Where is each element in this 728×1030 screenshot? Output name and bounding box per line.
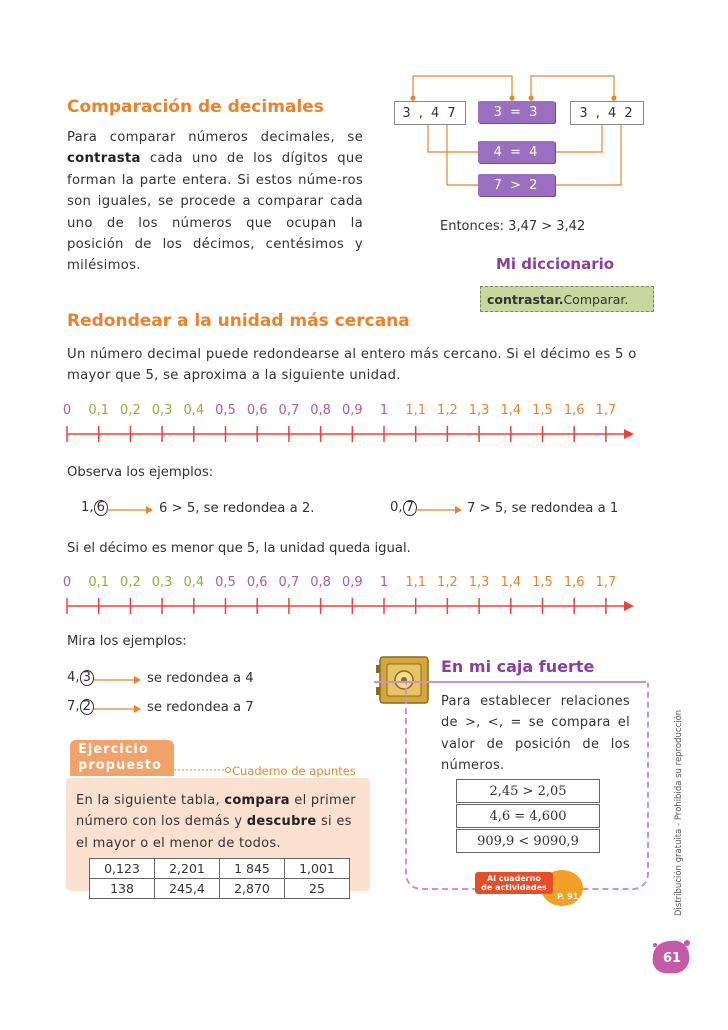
table-cell: 25: [285, 879, 350, 899]
number-line-label: 1,3: [468, 403, 490, 418]
number-line-label: 0,6: [246, 403, 268, 418]
caja-fuerte-title: En mi caja fuerte: [441, 657, 595, 676]
number-b-box: 3 , 4 2: [570, 101, 644, 125]
number-line-label: 0,7: [278, 575, 300, 590]
number-line-label: 1,5: [532, 575, 553, 590]
diccionario-box: [480, 286, 654, 312]
number-line-label: 1,5: [532, 403, 553, 418]
table-cell: 2,201: [155, 859, 220, 879]
number-line-2-labels: [0, 575, 728, 593]
example-4-text: se redondea a 7: [147, 700, 254, 715]
example-4-number: 7, 2: [67, 699, 94, 715]
number-line-label: 0,7: [278, 403, 300, 418]
number-line-label: 1,4: [500, 575, 522, 590]
badge-page: P. 91: [557, 892, 579, 901]
number-line-label: 0,6: [246, 575, 268, 590]
example-1-text: 6 > 5, se redondea a 2.: [159, 501, 315, 516]
step-3-box: 7 > 2: [478, 174, 555, 196]
cuaderno-label: Cuaderno de apuntes: [232, 764, 356, 778]
comparison-connectors: [0, 0, 728, 260]
diccionario-term: contrastar.: [487, 291, 564, 307]
number-line-label: 1,1: [405, 575, 427, 590]
number-line-label: 1,7: [595, 575, 617, 590]
example-2-arrow: [413, 504, 463, 516]
example-2-text: 7 > 5, se redondea a 1: [467, 501, 619, 516]
cuaderno-connector: [170, 766, 232, 774]
number-line-label: 0,9: [341, 403, 363, 418]
number-line-2: [0, 592, 728, 622]
caja-cmp-2: 4,6 = 4,600: [456, 804, 600, 828]
page-number: 61: [663, 951, 682, 966]
side-note: Distribución gratuita - Prohibida su reproducción: [674, 709, 684, 916]
table-row: [90, 859, 350, 879]
diccionario-definition: Comparar.: [563, 291, 629, 307]
observa-label: Observa los ejemplos:: [67, 465, 214, 480]
number-line-label: 0,9: [341, 575, 363, 590]
number-line-label: 0,8: [310, 575, 331, 590]
number-line-label: 0,4: [183, 403, 205, 418]
number-line-label: 0,4: [183, 575, 205, 590]
caja-fuerte-text: Para establecer relaciones de >, <, = se compara el valor de posición de los números.: [441, 694, 630, 774]
example-1-number: 1, 6: [81, 500, 108, 516]
number-line-1: [0, 420, 728, 450]
example-3-number: 4, 3: [67, 670, 94, 686]
number-line-label: 0,2: [120, 403, 141, 418]
number-line-label: 1,7: [595, 403, 617, 418]
number-line-label: 1,2: [437, 575, 458, 590]
mira-label: Mira los ejemplos:: [67, 634, 187, 649]
rule-2-text: Si el décimo es menor que 5, la unidad queda igual.: [67, 541, 411, 556]
table-cell: 138: [90, 879, 155, 899]
example-1-arrow: [104, 504, 154, 516]
number-line-label: 0: [62, 575, 72, 590]
comparacion-text: Para comparar números decimales, se contrasta cada uno de los dígitos que forman la parte entera. Si estos núme-ros son iguales, se procede a comparar cada uno de los números que ocupan la posición de los décimos, centésimos y milésimos.: [67, 130, 363, 274]
number-line-label: 0,2: [120, 575, 141, 590]
number-line-label: 1: [379, 403, 389, 418]
number-line-label: 1,2: [437, 403, 458, 418]
caja-cmp-3: 909,9 < 9090,9: [456, 829, 600, 853]
example-4-arrow: [92, 703, 142, 715]
number-line-arrow: [624, 601, 634, 611]
redondear-text: Un número decimal puede redondearse al entero más cercano. Si el décimo es 5 o mayor que 5, se aproxima a la siguiente unidad.: [67, 347, 637, 384]
number-line-label: 0,5: [215, 575, 236, 590]
number-a-box: 3 , 4 7: [394, 101, 466, 125]
number-line-1-labels: [0, 403, 728, 421]
table-cell: 2,870: [220, 879, 285, 899]
comparison-conclusion: Entonces: 3,47 > 3,42: [440, 219, 586, 234]
redondear-title: Redondear a la unidad más cercana: [67, 311, 410, 331]
number-line-label: 0,3: [151, 575, 173, 590]
number-line-label: 1: [379, 575, 389, 590]
example-3-text: se redondea a 4: [147, 671, 254, 686]
number-line-label: 0,1: [88, 575, 110, 590]
ejercicio-tab: Ejercicio propuesto: [70, 740, 174, 776]
number-line-label: 0,8: [310, 403, 331, 418]
number-line-label: 0,1: [88, 403, 110, 418]
number-line-label: 0,3: [151, 403, 173, 418]
number-line-arrow: [624, 429, 634, 439]
example-2-number: 0, 7: [390, 500, 417, 516]
table-cell: 0,123: [90, 859, 155, 879]
number-line-label: 1,4: [500, 403, 522, 418]
number-line-label: 1,6: [563, 575, 585, 590]
caja-cmp-1: 2,45 > 2,05: [456, 779, 600, 803]
table-cell: 245,4: [155, 879, 220, 899]
ejercicio-text: En la siguiente tabla, compara el primer número con los demás y descubre si es el mayor o el menor de todos.: [76, 793, 356, 851]
diccionario-title: Mi diccionario: [496, 255, 615, 273]
table-row: [90, 879, 350, 899]
number-line-label: 1,3: [468, 575, 490, 590]
cuaderno-actividades-badge[interactable]: Al cuaderno de actividades: [475, 872, 553, 894]
step-1-box: 3 = 3: [478, 101, 555, 123]
table-cell: 1,001: [285, 859, 350, 879]
step-2-box: 4 = 4: [478, 141, 555, 163]
comparacion-title: Comparación de decimales: [67, 97, 324, 117]
number-line-label: 0: [62, 403, 72, 418]
example-3-arrow: [92, 674, 142, 686]
number-line-label: 1,1: [405, 403, 427, 418]
number-line-label: 1,6: [563, 403, 585, 418]
number-line-label: 0,5: [215, 403, 236, 418]
table-cell: 1 845: [220, 859, 285, 879]
ejercicio-table: [89, 858, 350, 899]
